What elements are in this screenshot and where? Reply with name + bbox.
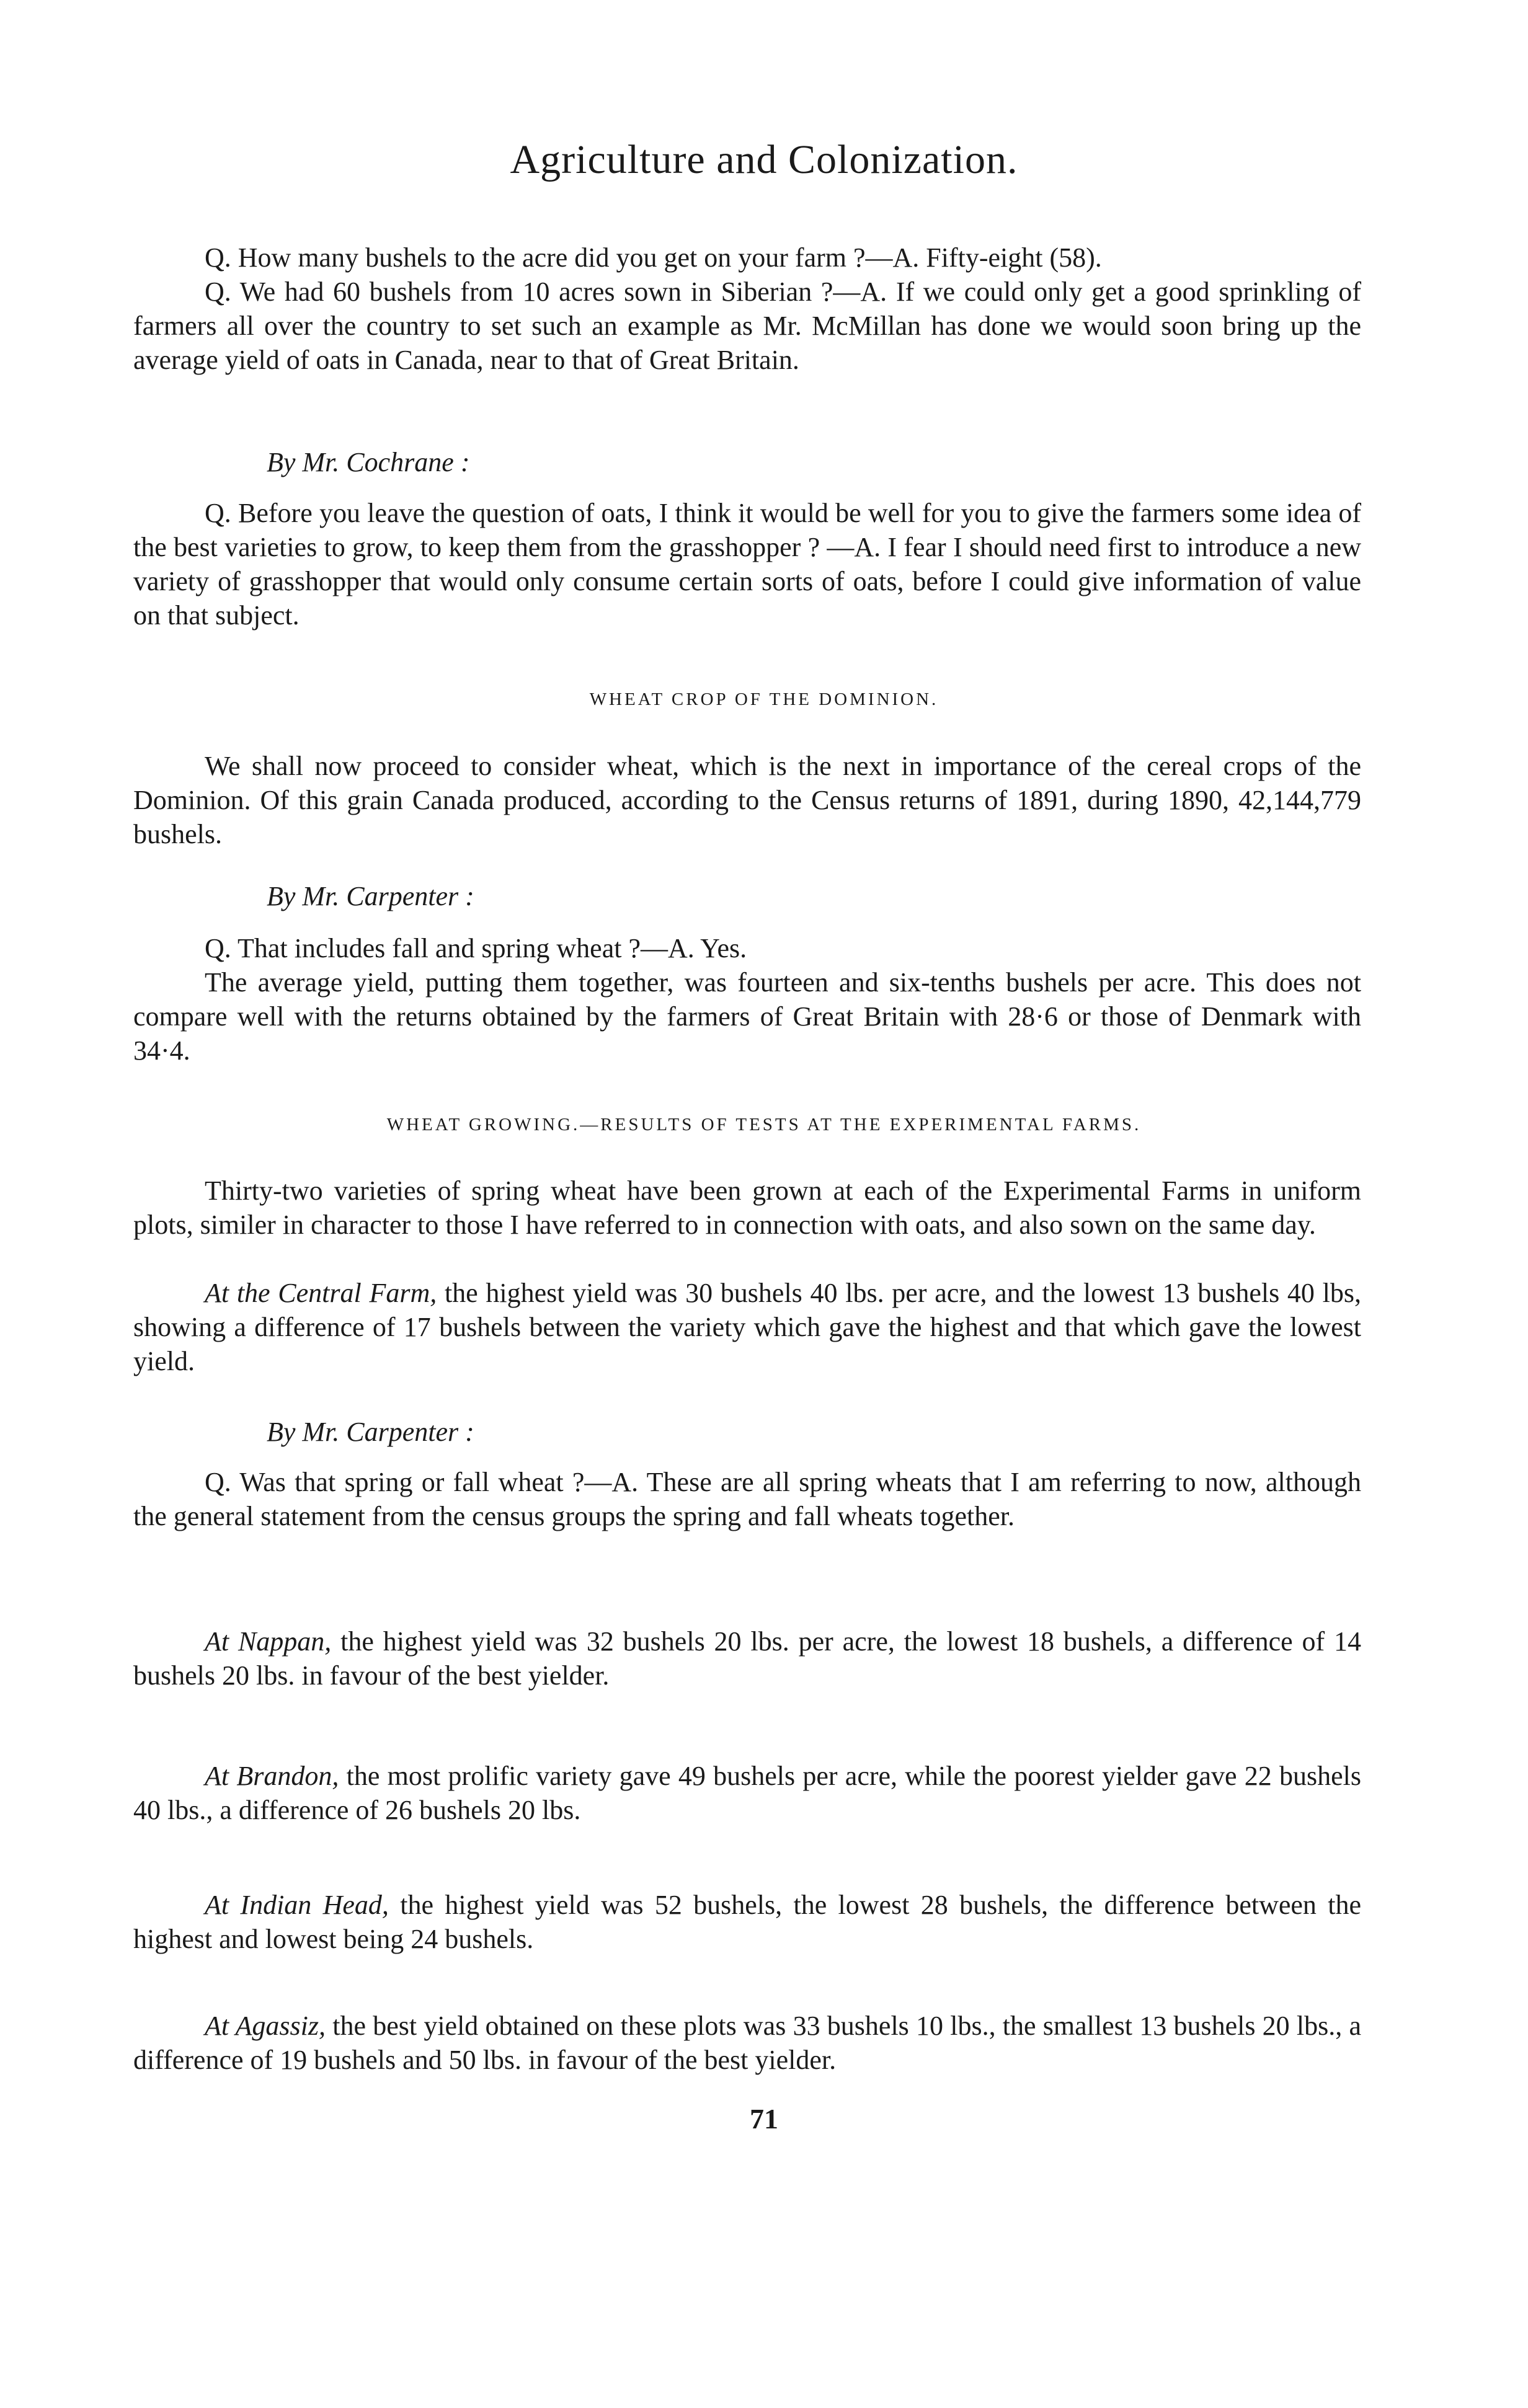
central-farm-text: the highest yield was 30 bushels 40 lbs. per acre, and the lowest 13 bushels 40 lbs, showing a difference of 17 bushels between the variety which gave the highest and that which gave the lowest yield. <box>133 1278 1361 1376</box>
section-heading-wheat-crop: WHEAT CROP OF THE DOMINION. <box>589 689 939 709</box>
paragraph-average-yield: The average yield, putting them together, was fourteen and six-tenths bushels per acre. This does not compare well with the returns obtained by the farmers of Great Britain with 28·6 or those of Denmark with 34·4. <box>133 967 1361 1066</box>
byline-cochrane: By Mr. Cochrane : <box>267 447 470 477</box>
farm-name-brandon: At Brandon, <box>205 1761 339 1791</box>
farm-name-nappan: At Nappan, <box>205 1626 332 1657</box>
paragraph-brandon <box>133 1759 1361 1827</box>
nappan-text: the highest yield was 32 bushels 20 lbs. per acre, the lowest 18 bushels, a difference of 14 bushels 20 lbs. in favour of the best yielder. <box>133 1626 1361 1691</box>
byline-carpenter-2: By Mr. Carpenter : <box>267 1417 474 1447</box>
brandon-text: the most prolific variety gave 49 bushels per acre, while the poorest yielder gave 22 bushels 40 lbs., a difference of 26 bushels 20 lbs. <box>133 1761 1362 1825</box>
farm-name-agassiz: At Agassiz, <box>205 2011 326 2041</box>
paragraph-thirty-two-varieties: Thirty-two varieties of spring wheat have been grown at each of the Experimental Farms in uniform plots, similer in character to those I have referred to in connection with oats, and also sown on the same day. <box>133 1175 1361 1240</box>
paragraph-nappan <box>133 1624 1361 1693</box>
paragraph-q-fall-spring-wheat: Q. That includes fall and spring wheat ?—A. Yes. <box>205 933 747 963</box>
page-title: Agriculture and Colonization. <box>510 137 1018 182</box>
byline-carpenter-1: By Mr. Carpenter : <box>267 881 474 911</box>
agassiz-text: the best yield obtained on these plots was 33 bushels 10 lbs., the smallest 13 bushels 20 lbs., a difference of 19 bushels and 50 lbs. in favour of the best yielder. <box>133 2011 1361 2075</box>
farm-name-indian-head: At Indian Head, <box>205 1890 389 1920</box>
paragraph-agassiz <box>133 2009 1361 2077</box>
paragraph-q-oat-varieties: Q. Before you leave the question of oats, I think it would be well for you to give the farmers some idea of the best varieties to grow, to keep them from the grasshopper ? —A. I fear I should need first to introduce a new variety of grasshopper that would only consume certain sorts of oats, before I could give information of value on that subject. <box>133 498 1361 631</box>
paragraph-q-spring-or-fall: Q. Was that spring or fall wheat ?—A. These are all spring wheats that I am referring to now, although the general statement from the census groups the spring and fall wheats together. <box>133 1467 1361 1531</box>
paragraph-indian-head <box>133 1888 1361 1956</box>
farm-name-central: At the Central Farm, <box>205 1278 437 1308</box>
paragraph-wheat-production: We shall now proceed to consider wheat, which is the next in importance of the cereal crops of the Dominion. Of this grain Canada produced, according to the Census returns of 1891, during 1890, 42,144,779 bushels. <box>133 751 1361 849</box>
paragraph-q-bushels-per-acre: Q. How many bushels to the acre did you get on your farm ?—A. Fifty-eight (58). <box>205 242 1102 273</box>
indian-head-text: the highest yield was 52 bushels, the lowest 28 bushels, the difference between the highest and lowest being 24 bushels. <box>133 1890 1361 1954</box>
paragraph-central-farm <box>133 1276 1361 1378</box>
section-heading-wheat-growing: WHEAT GROWING.—RESULTS OF TESTS AT THE EXPERIMENTAL FARMS. <box>386 1115 1142 1135</box>
page-number: 71 <box>750 2103 778 2135</box>
paragraph-q-siberian-oats: Q. We had 60 bushels from 10 acres sown in Siberian ?—A. If we could only get a good sprinkling of farmers all over the country to set such an example as Mr. McMillan has done we would soon bring up the average yield of oats in Canada, near to that of Great Britain. <box>133 277 1361 375</box>
